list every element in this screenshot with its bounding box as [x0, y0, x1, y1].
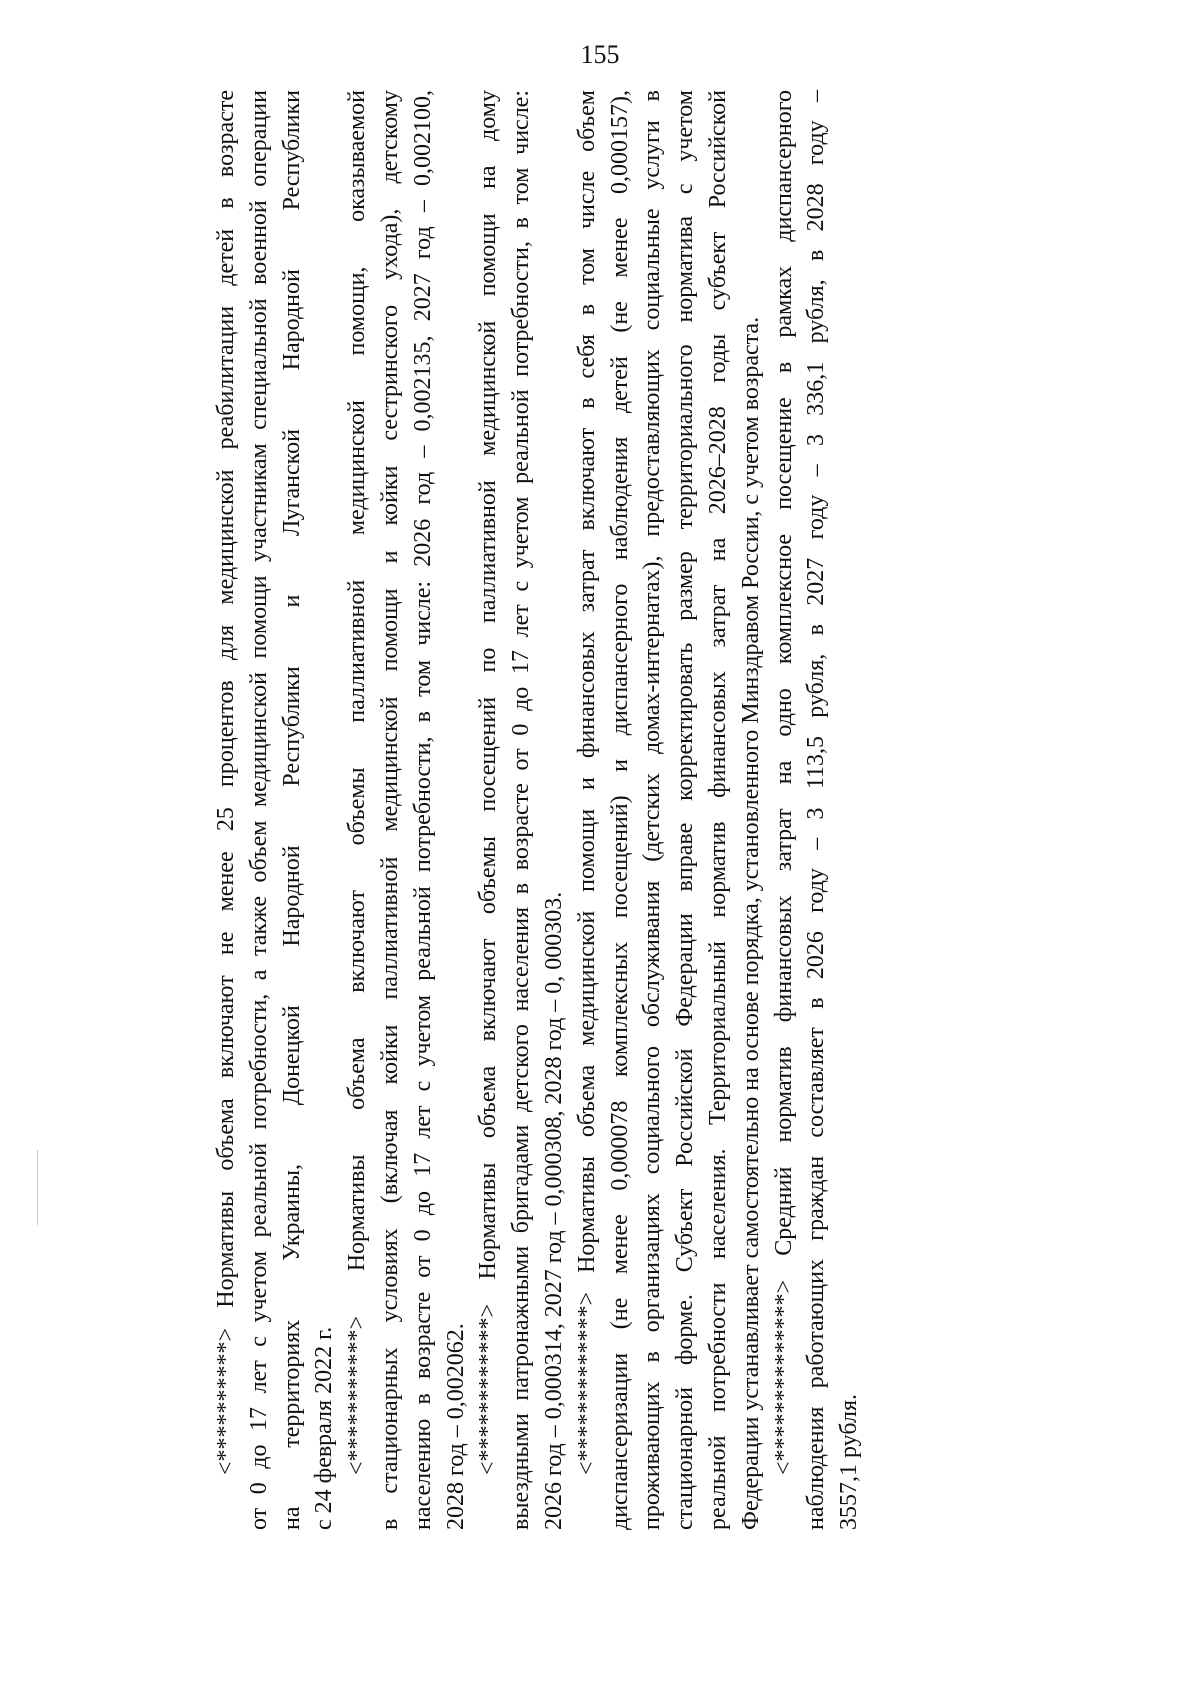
footnote-line: проживающих в организациях социального обслуживания (детских домах-интернатах), предоставляющих социальные услуги в — [639, 90, 666, 1530]
footnote-line: 2028 год – 0,002062. — [442, 1323, 469, 1530]
footnote-line: от 0 до 17 лет с учетом реальной потребности, а также объем медицинской помощи участникам специальной военной операции — [245, 90, 272, 1530]
footnote-line: <**********> Нормативы объема включают не менее 25 процентов для медицинской реабилитации детей в возрасте — [213, 90, 239, 1475]
footnote-line: выездными патронажными бригадами детского населения в возрасте от 0 до 17 лет с учетом реальной потребности, в том числе: — [508, 90, 535, 1530]
footnote-line: <***********> Нормативы объема включают объемы паллиативной медицинской помощи, оказываемой — [344, 90, 371, 1475]
margin-tick — [37, 1150, 38, 1225]
footnote-line: 3557,1 рубля. — [836, 1394, 863, 1530]
footnote-line: с 24 февраля 2022 г. — [311, 1326, 338, 1530]
footnote-line: <************> Нормативы объема включают объемы посещений по паллиативной медицинской помощи на дому — [475, 90, 502, 1475]
page-number: 155 — [580, 40, 620, 69]
footnote-line: стационарной форме. Субъект Российской Федерации вправе корректировать размер территориального норматива с учетом — [672, 90, 699, 1530]
footnote-line: <*************> Нормативы объема медицинской помощи и финансовых затрат включают в себя в том числе объем — [573, 90, 600, 1475]
footnote-line: <**************> Средний норматив финансовых затрат на одно комплексное посещение в рамках диспансерного — [770, 90, 797, 1475]
footnote-line: Федерации устанавливает самостоятельно на основе порядка, установленного Минздравом России, с учетом возраста. — [737, 316, 764, 1530]
footnote-line: в стационарных условиях (включая койки паллиативной медицинской помощи и койки сестринского ухода), детскому — [376, 90, 403, 1530]
footnote-line: наблюдения работающих граждан составляет в 2026 году – 3 113,5 рубля, в 2027 году – 3 336,1 рубля, в 2028 году – — [803, 90, 830, 1530]
footnote-line: населению в возрасте от 0 до 17 лет с учетом реальной потребности, в том числе: 2026 год – 0,002135, 2027 год – 0,002100, — [409, 90, 436, 1530]
footnote-line: на территориях Украины, Донецкой Народной Республики и Луганской Народной Республики — [278, 90, 305, 1530]
footnote-line: реальной потребности населения. Территориальный норматив финансовых затрат на 2026–2028 годы субъект Российской — [704, 90, 731, 1530]
footnotes-text-block — [210, 90, 940, 1530]
footnote-line: диспансеризации (не менее 0,000078 комплексных посещений) и диспансерного наблюдения детей (не менее 0,000157), — [606, 90, 633, 1530]
footnote-line: 2026 год – 0,000314, 2027 год – 0,000308, 2028 год – 0, 000303. — [540, 891, 567, 1530]
